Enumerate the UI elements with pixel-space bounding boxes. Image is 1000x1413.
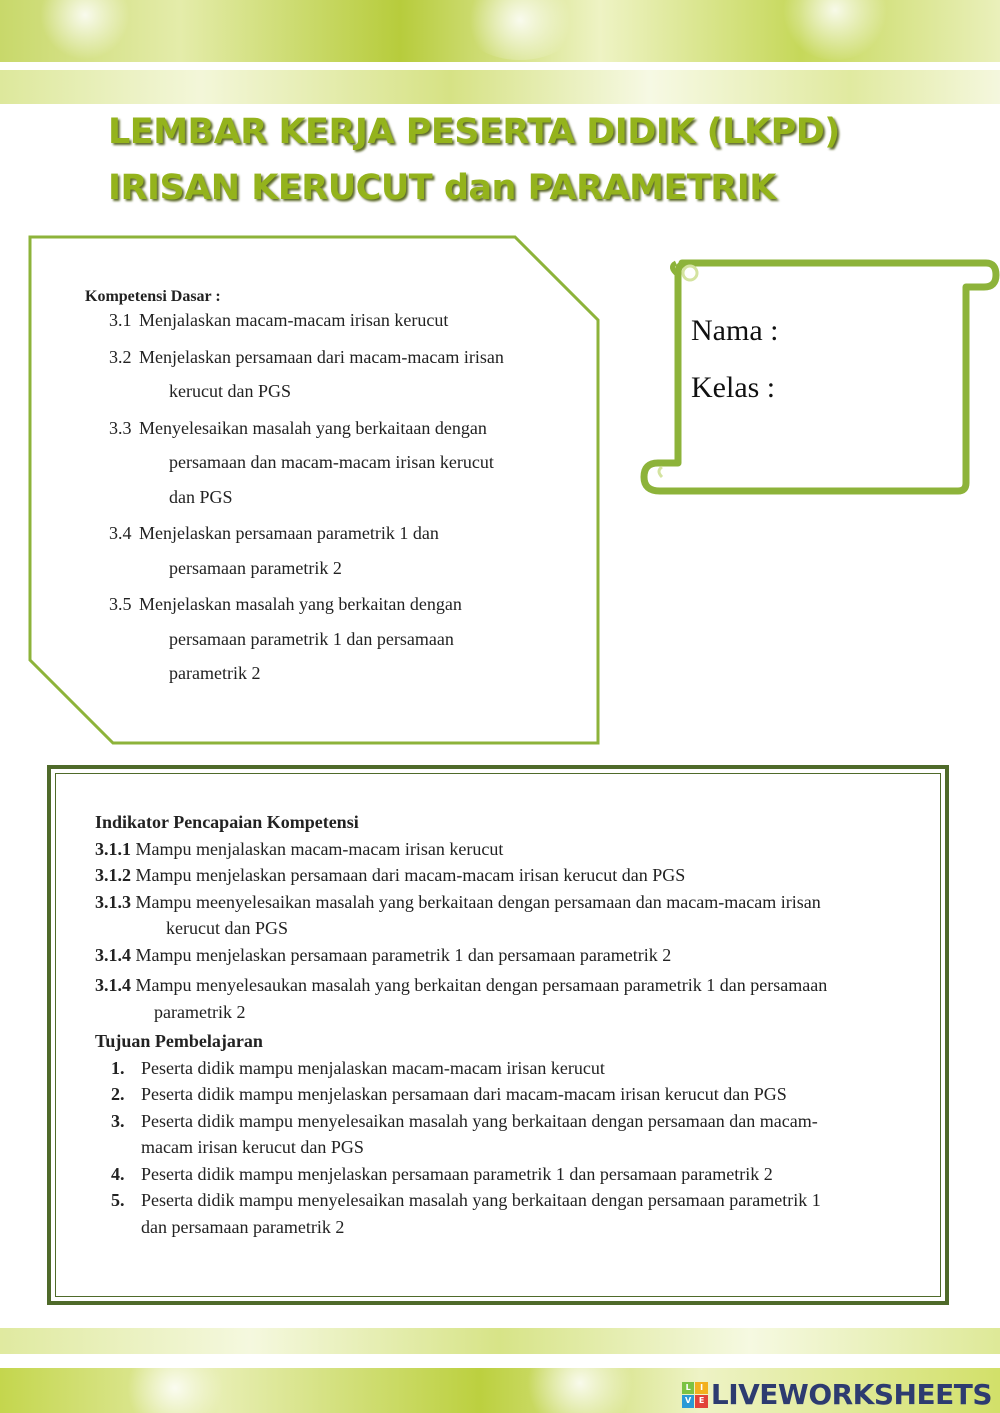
tujuan-text: Peserta didik mampu menyelesaikan masalah yang berkaitaan dengan persamaan dan macam- bbox=[141, 1110, 818, 1131]
indikator-text: Mampu menjelaskan persamaan dari macam-macam irisan kerucut dan PGS bbox=[135, 865, 686, 885]
indikator-continuation: kerucut dan PGS bbox=[166, 918, 288, 938]
indikator-text: Mampu menjelaskan persamaan parametrik 1 dan persamaan parametrik 2 bbox=[135, 944, 672, 965]
title-line-2: IRISAN KERUCUT dan PARAMETRIK bbox=[108, 168, 776, 208]
kd-item bbox=[85, 516, 543, 585]
indikator-number: 3.1.4 bbox=[95, 975, 131, 995]
tujuan-number: 1. bbox=[111, 1057, 125, 1078]
kd-item-number: 3.5 bbox=[109, 594, 132, 614]
liveworksheets-watermark bbox=[682, 1378, 992, 1411]
nama-label: Nama : bbox=[691, 314, 779, 347]
page-title bbox=[108, 104, 840, 216]
glow-decoration bbox=[780, 0, 890, 60]
tujuan-title: Tujuan Pembelajaran bbox=[95, 1031, 263, 1051]
tujuan-number: 5. bbox=[111, 1190, 125, 1210]
tujuan-item bbox=[95, 1108, 931, 1135]
top-decorative-stripe bbox=[0, 70, 1000, 104]
tujuan-number: 3. bbox=[111, 1110, 125, 1131]
liveworksheets-wordmark: LIVEWORKSHEETS bbox=[710, 1378, 992, 1411]
kd-item-continuation: parametrik 2 bbox=[169, 663, 261, 683]
indikator-number: 3.1.2 bbox=[95, 865, 131, 885]
tujuan-item bbox=[95, 1161, 931, 1188]
indikator-item bbox=[95, 942, 931, 969]
logo-letter: V bbox=[682, 1395, 695, 1408]
glow-decoration bbox=[120, 1368, 230, 1413]
indikator-number: 3.1.3 bbox=[95, 891, 131, 912]
indikator-item bbox=[95, 862, 931, 889]
kd-item-number: 3.3 bbox=[109, 417, 132, 438]
tujuan-text: Peserta didik mampu menjalaskan macam-macam irisan kerucut bbox=[141, 1057, 605, 1078]
kd-item-text: Menjelaskan masalah yang berkaitan dengan bbox=[139, 594, 462, 614]
kd-item-number: 3.4 bbox=[109, 523, 132, 543]
kd-item-continuation: dan PGS bbox=[169, 486, 233, 507]
tujuan-continuation: macam irisan kerucut dan PGS bbox=[141, 1137, 364, 1157]
tujuan-text: Peserta didik mampu menyelesaikan masalah yang berkaitaan dengan persamaan parametrik 1 bbox=[141, 1190, 821, 1210]
indikator-text: Mampu menjalaskan macam-macam irisan kerucut bbox=[135, 838, 504, 859]
bottom-decorative-stripe bbox=[0, 1328, 1000, 1354]
kd-item-text: Menyelesaikan masalah yang berkaitaan dengan bbox=[139, 417, 487, 438]
title-line-1: LEMBAR KERJA PESERTA DIDIK (LKPD) bbox=[108, 112, 840, 152]
tujuan-item bbox=[95, 1055, 931, 1082]
kd-item-continuation: persamaan parametrik 1 dan persamaan bbox=[169, 628, 454, 649]
indikator-title: Indikator Pencapaian Kompetensi bbox=[95, 812, 359, 832]
tujuan-text: Peserta didik mampu menjelaskan persamaan dari macam-macam irisan kerucut dan PGS bbox=[141, 1084, 787, 1104]
tujuan-item bbox=[95, 1187, 931, 1214]
indikator-number: 3.1.1 bbox=[95, 838, 131, 859]
kd-item bbox=[85, 340, 543, 409]
identity-scroll bbox=[638, 255, 1000, 500]
kd-item-continuation: persamaan parametrik 2 bbox=[169, 557, 342, 578]
tujuan-continuation: dan persamaan parametrik 2 bbox=[141, 1216, 345, 1237]
tujuan-number: 4. bbox=[111, 1163, 125, 1184]
tujuan-number: 2. bbox=[111, 1084, 125, 1104]
tujuan-item bbox=[95, 1081, 931, 1108]
kd-item bbox=[85, 587, 543, 691]
kompetensi-dasar-title: Kompetensi Dasar : bbox=[85, 288, 221, 305]
glow-decoration bbox=[40, 0, 130, 60]
logo-letter: I bbox=[695, 1382, 708, 1395]
top-decorative-band bbox=[0, 0, 1000, 62]
indikator-text: Mampu meenyelesaikan masalah yang berkaitaan dengan persamaan dan macam-macam irisan bbox=[135, 891, 821, 912]
indikator-continuation: parametrik 2 bbox=[154, 1001, 246, 1022]
indikator-tujuan-content bbox=[95, 809, 931, 1240]
kompetensi-dasar-box bbox=[27, 234, 601, 746]
kd-item bbox=[85, 303, 543, 338]
logo-letter: L bbox=[682, 1382, 695, 1395]
kd-item-text: Menjelaskan persamaan dari macam-macam irisan bbox=[139, 346, 504, 367]
kd-item-text: Menjelaskan persamaan parametrik 1 dan bbox=[139, 523, 439, 543]
kd-item-continuation: persamaan dan macam-macam irisan kerucut bbox=[169, 452, 494, 472]
kd-item-number: 3.2 bbox=[109, 346, 132, 367]
glow-decoration bbox=[460, 0, 580, 60]
kompetensi-dasar-content bbox=[85, 287, 543, 691]
indikator-number: 3.1.4 bbox=[95, 944, 131, 965]
indikator-tujuan-box bbox=[47, 765, 949, 1305]
indikator-item bbox=[95, 889, 931, 916]
indikator-text: Mampu menyelesaukan masalah yang berkaitan dengan persamaan parametrik 1 dan persamaan bbox=[135, 975, 828, 995]
glow-decoration bbox=[520, 1368, 640, 1413]
logo-letter: E bbox=[695, 1395, 708, 1408]
kd-item-continuation: kerucut dan PGS bbox=[169, 381, 291, 401]
tujuan-text: Peserta didik mampu menjelaskan persamaan parametrik 1 dan persamaan parametrik 2 bbox=[141, 1163, 773, 1184]
kelas-label: Kelas : bbox=[691, 371, 776, 404]
kd-item-text: Menjalaskan macam-macam irisan kerucut bbox=[139, 310, 449, 330]
indikator-item bbox=[95, 972, 931, 999]
indikator-item bbox=[95, 836, 931, 863]
kd-item bbox=[85, 411, 543, 515]
liveworksheets-logo-icon bbox=[682, 1382, 708, 1408]
kd-item-number: 3.1 bbox=[109, 310, 132, 330]
